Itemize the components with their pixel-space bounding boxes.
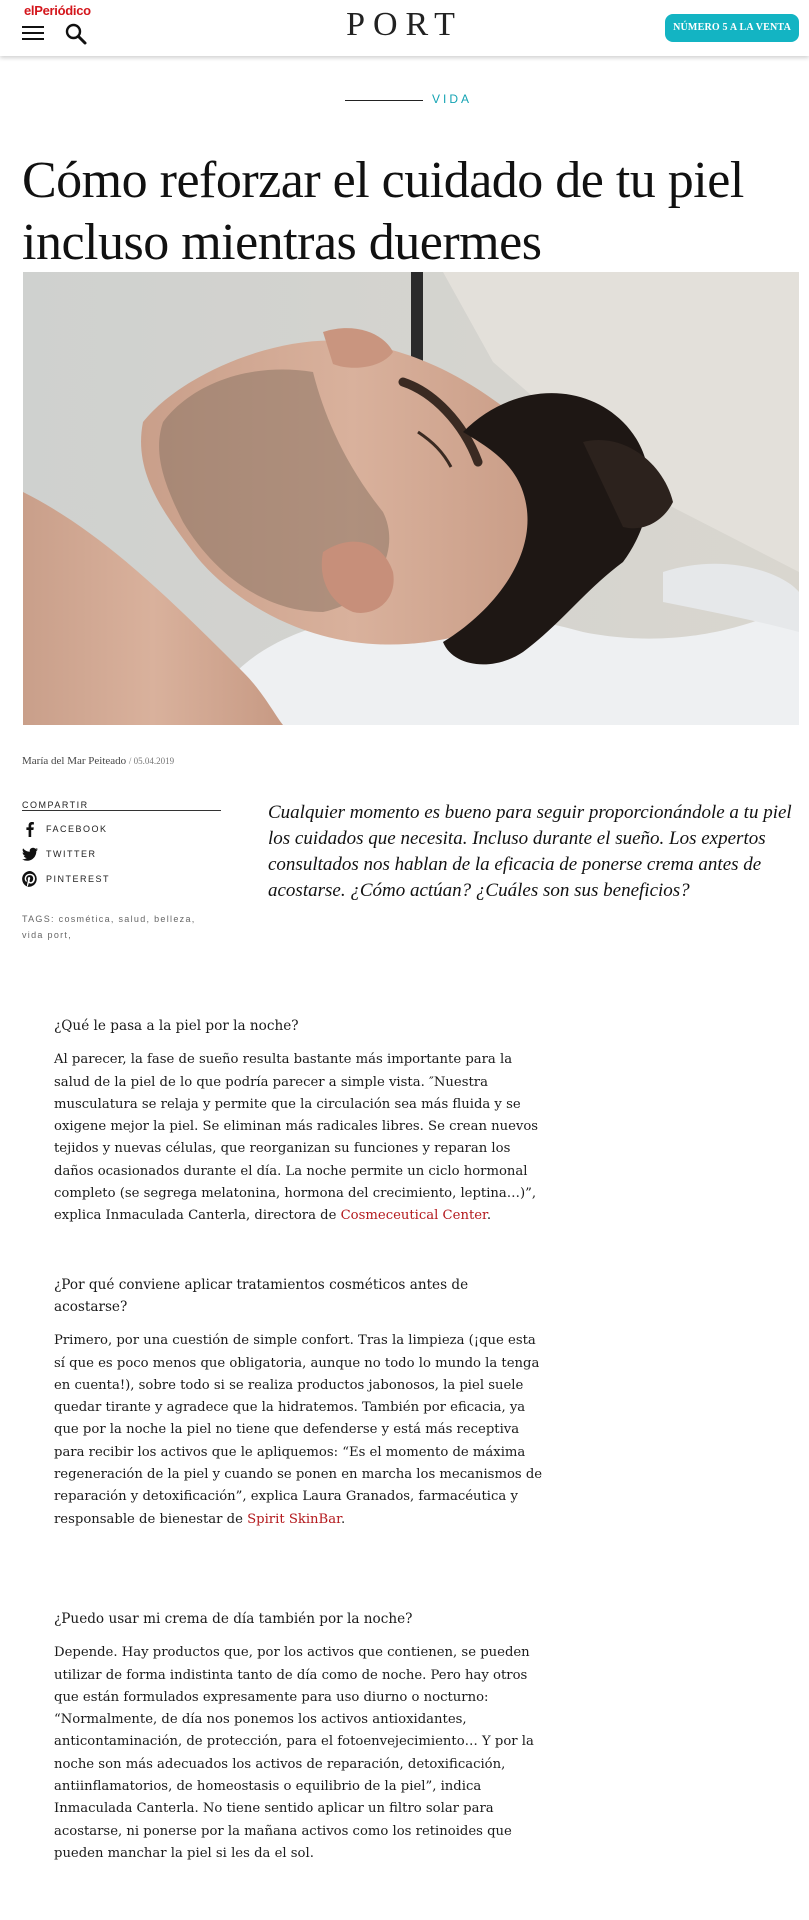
section-heading: ¿Puedo usar mi crema de día también por la noche?: [54, 1610, 413, 1627]
tag-link[interactable]: belleza,: [154, 914, 196, 924]
section-label[interactable]: VIDA: [432, 92, 473, 106]
article-title: Cómo reforzar el cuidado de tu piel incluso mientras duermes: [22, 152, 744, 271]
paragraph-text: Al parecer, la fase de sueño resulta bastante más importante para la salud de la piel de lo que podría parecer a simple vista. ″Nuestra musculatura se relaja y permite que la circulación sea más fluida y se oxigene mejor la piel. Se eliminan más radicales libres. Se crean nuevos tejidos y nuevas células, que reorganizan su funciones y reparan los daños ocasionados durante el día. La noche permite un ciclo hormonal completo (se segrega melatonina, hormona del crecimiento, leptina…)”, explica Inmaculada Canterla, directora de: [54, 1052, 539, 1224]
spirit-skinbar-link[interactable]: Spirit SkinBar: [247, 1511, 341, 1527]
publish-date: / 05.04.2019: [128, 756, 175, 766]
section-paragraph: [54, 1330, 544, 1531]
share-label: FACEBOOK: [46, 824, 108, 834]
author-name[interactable]: María del Mar Peiteado: [22, 755, 127, 767]
tag-link[interactable]: salud,: [118, 914, 151, 924]
facebook-icon: [22, 821, 38, 837]
share-title: COMPARTIR: [22, 800, 89, 810]
pinterest-icon: [22, 871, 38, 887]
cosmeceutical-center-link[interactable]: Cosmeceutical Center: [340, 1208, 487, 1224]
tags-label: TAGS:: [22, 914, 55, 924]
section-divider: [345, 100, 423, 101]
section-paragraph: [54, 1049, 544, 1227]
twitter-icon: [22, 846, 38, 862]
sleeping-man-illustration: [23, 272, 799, 725]
byline: [22, 755, 174, 767]
section-paragraph: Depende. Hay productos que, por los activos que contienen, se pueden utilizar de forma indistinta tanto de día como de noche. Pero hay otros que están formulados expresamente para uso diurno o nocturno: “Normalmente, de día nos ponemos los activos antioxidantes, anticontaminación, de protección, para el fotoenvejecimiento… Y por la noche son más adecuados los activos de reparación, detoxificación, antiinflamatorios, de homeostasis o equilibrio de la piel”, indica Inmaculada Canterla. No tiene sentido aplicar un filtro solar para acostarse, ni ponerse por la mañana activos como los retinoides que pueden manchar la piel si les da el sol.: [54, 1645, 534, 1861]
brand-logo[interactable]: elPeriódico: [24, 3, 91, 18]
paragraph-text: Primero, por una cuestión de simple confort. Tras la limpieza (¡que esta sí que es poco menos que obligatoria, aunque no todo lo mundo la tenga en cuenta!), sobre todo si se realiza productos jabonosos, la piel suele quedar tirante y agradece que la hidratemos. También por eficacia, ya que por la noche la piel no tiene que defenderse y está más receptiva para recibir los activos que le apliquemos: “Es el momento de máxima regeneración de la piel y cuando se ponen en marcha los mecanismos de reparación y detoxificación”, explica Laura Granados, farmacéutica y responsable de bienestar de: [54, 1333, 543, 1527]
tag-link[interactable]: vida port,: [22, 930, 73, 940]
top-bar: [0, 0, 809, 56]
site-logo[interactable]: PORT: [346, 6, 463, 43]
tags-list: [22, 911, 212, 943]
section-heading: ¿Qué le pasa a la piel por la noche?: [54, 1018, 299, 1034]
issue-on-sale-button[interactable]: NÚMERO 5 A LA VENTA: [665, 14, 799, 42]
article-lead: Cualquier momento es bueno para seguir proporcionándole a tu piel los cuidados que necesita. Incluso durante el sueño. Los expertos consultados nos hablan de la eficacia de ponerse crema antes de acostarse. ¿Cómo actúan? ¿Cuáles son sus beneficios?: [268, 802, 792, 901]
paragraph-tail: .: [340, 1511, 346, 1527]
share-label: PINTEREST: [46, 874, 111, 884]
share-divider: [22, 810, 221, 811]
share-label: TWITTER: [46, 849, 97, 859]
menu-icon[interactable]: [22, 24, 44, 42]
section-heading: ¿Por qué conviene aplicar tratamientos cosméticos antes de acostarse?: [54, 1276, 469, 1315]
hero-image: [23, 272, 799, 725]
paragraph-tail: .: [486, 1208, 492, 1224]
search-icon[interactable]: [64, 22, 88, 46]
article-body: [54, 1015, 544, 1865]
tag-link[interactable]: cosmética,: [58, 914, 115, 924]
